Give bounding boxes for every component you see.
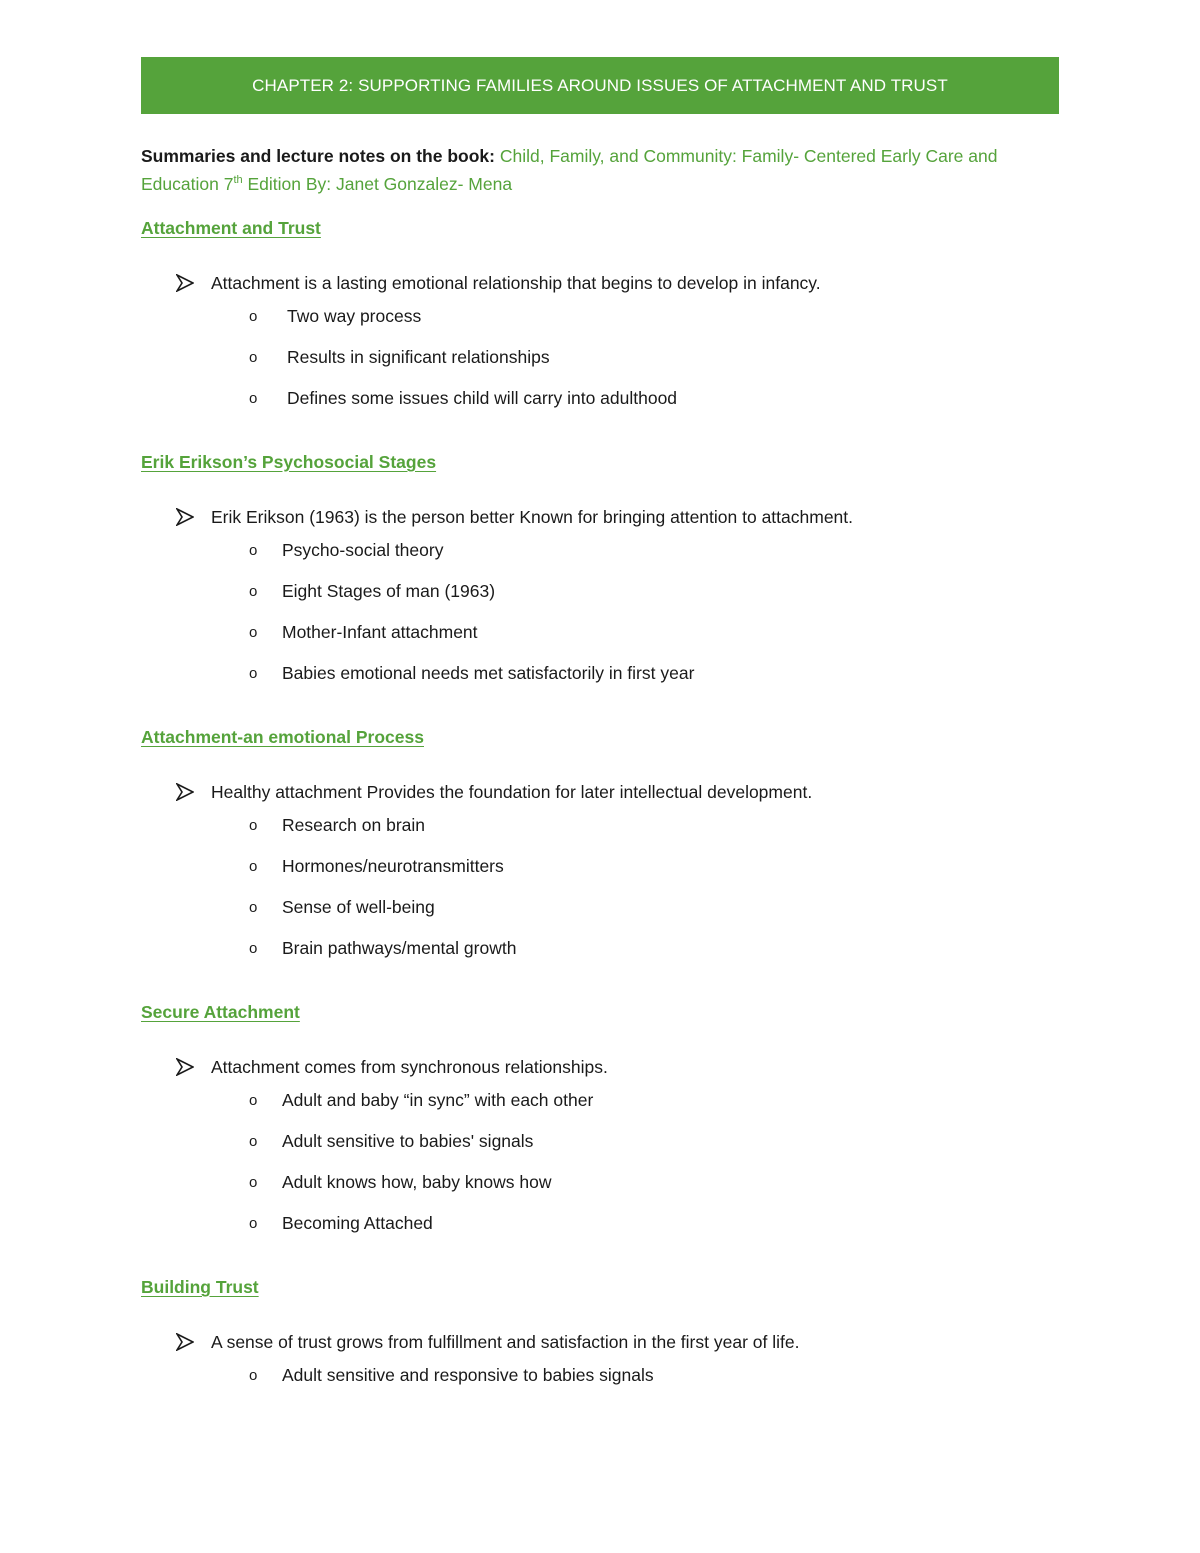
circle-bullet-icon: o [249, 542, 258, 559]
main-point [141, 1328, 1059, 1356]
circle-bullet-icon: o [249, 1092, 258, 1109]
list-item [141, 613, 1059, 654]
circle-bullet-icon: o [249, 1215, 258, 1232]
list-item-text: Adult and baby “in sync” with each other [282, 1090, 594, 1110]
main-point-text: Erik Erikson (1963) is the person better Known for bringing attention to attachment. [211, 507, 854, 527]
list-item-text: Babies emotional needs met satisfactorily in first year [282, 663, 695, 683]
circle-bullet-icon: o [249, 899, 258, 916]
list-item [141, 1163, 1059, 1204]
sub-list [141, 1081, 1059, 1245]
arrow-bullet-icon [176, 508, 194, 526]
list-item-text: Defines some issues child will carry into adulthood [287, 388, 678, 408]
main-point [141, 778, 1059, 806]
list-item-text: Research on brain [282, 815, 425, 835]
list-item [141, 297, 1059, 338]
main-point-text: Healthy attachment Provides the foundation for later intellectual development. [211, 782, 813, 802]
sub-list [141, 297, 1059, 420]
list-item [141, 379, 1059, 420]
section-heading: Erik Erikson’s Psychosocial Stages [141, 452, 437, 472]
circle-bullet-icon: o [249, 1133, 258, 1150]
list-item [141, 1122, 1059, 1163]
list-item [141, 1081, 1059, 1122]
list-item [141, 806, 1059, 847]
list-item-text: Two way process [287, 306, 422, 326]
list-item [141, 572, 1059, 613]
circle-bullet-icon: o [249, 308, 258, 325]
circle-bullet-icon: o [249, 349, 258, 366]
list-item [141, 1204, 1059, 1245]
circle-bullet-icon: o [249, 665, 258, 682]
arrow-bullet-icon [176, 1058, 194, 1076]
circle-bullet-icon: o [249, 624, 258, 641]
sub-list [141, 531, 1059, 695]
chapter-banner [141, 57, 1059, 114]
arrow-bullet-icon [176, 783, 194, 801]
section-heading: Attachment and Trust [141, 218, 321, 238]
list-item-text: Hormones/neurotransmitters [282, 856, 504, 876]
list-item-text: Adult sensitive to babies' signals [282, 1131, 534, 1151]
list-item-text: Adult knows how, baby knows how [282, 1172, 552, 1192]
sub-list [141, 806, 1059, 970]
list-item-text: Brain pathways/mental growth [282, 938, 517, 958]
circle-bullet-icon: o [249, 1174, 258, 1191]
main-point-text: A sense of trust grows from fulfillment and satisfaction in the first year of life. [211, 1332, 800, 1352]
list-item [141, 888, 1059, 929]
section-secure-attachment [141, 998, 1059, 1245]
circle-bullet-icon: o [249, 583, 258, 600]
arrow-bullet-icon [176, 274, 194, 292]
book-title-edition: Edition By: Janet Gonzalez- Mena [242, 174, 513, 194]
main-point-text: Attachment is a lasting emotional relationship that begins to develop in infancy. [211, 273, 821, 293]
list-item-text: Psycho-social theory [282, 540, 444, 560]
section-attachment-and-trust [141, 214, 1059, 420]
intro-paragraph [141, 142, 1059, 198]
circle-bullet-icon: o [249, 1367, 258, 1384]
section-heading: Building Trust [141, 1277, 259, 1297]
main-point [141, 503, 1059, 531]
list-item [141, 531, 1059, 572]
list-item [141, 929, 1059, 970]
main-point [141, 1053, 1059, 1081]
arrow-bullet-icon [176, 1333, 194, 1351]
sub-list [141, 1356, 1059, 1397]
section-heading: Attachment-an emotional Process [141, 727, 424, 747]
book-title-main: Child, Family, and Community: Family- Centered Early Care and Education 7 [141, 146, 998, 194]
chapter-title: CHAPTER 2: SUPPORTING FAMILIES AROUND ISSUES OF ATTACHMENT AND TRUST [252, 75, 948, 95]
circle-bullet-icon: o [249, 390, 258, 407]
list-item-text: Adult sensitive and responsive to babies signals [282, 1365, 654, 1385]
main-point [141, 269, 1059, 297]
list-item-text: Mother-Infant attachment [282, 622, 478, 642]
circle-bullet-icon: o [249, 817, 258, 834]
section-building-trust [141, 1273, 1059, 1397]
main-point-text: Attachment comes from synchronous relationships. [211, 1057, 608, 1077]
list-item-text: Results in significant relationships [287, 347, 550, 367]
list-item-text: Becoming Attached [282, 1213, 433, 1233]
list-item [141, 654, 1059, 695]
circle-bullet-icon: o [249, 940, 258, 957]
list-item-text: Sense of well-being [282, 897, 435, 917]
list-item-text: Eight Stages of man (1963) [282, 581, 496, 601]
section-heading: Secure Attachment [141, 1002, 300, 1022]
list-item [141, 338, 1059, 379]
edition-superscript: th [233, 174, 243, 187]
circle-bullet-icon: o [249, 858, 258, 875]
list-item [141, 1356, 1059, 1397]
list-item [141, 847, 1059, 888]
section-attachment-emotional-process [141, 723, 1059, 970]
intro-lead: Summaries and lecture notes on the book: [141, 146, 495, 166]
section-erikson-stages [141, 448, 1059, 695]
